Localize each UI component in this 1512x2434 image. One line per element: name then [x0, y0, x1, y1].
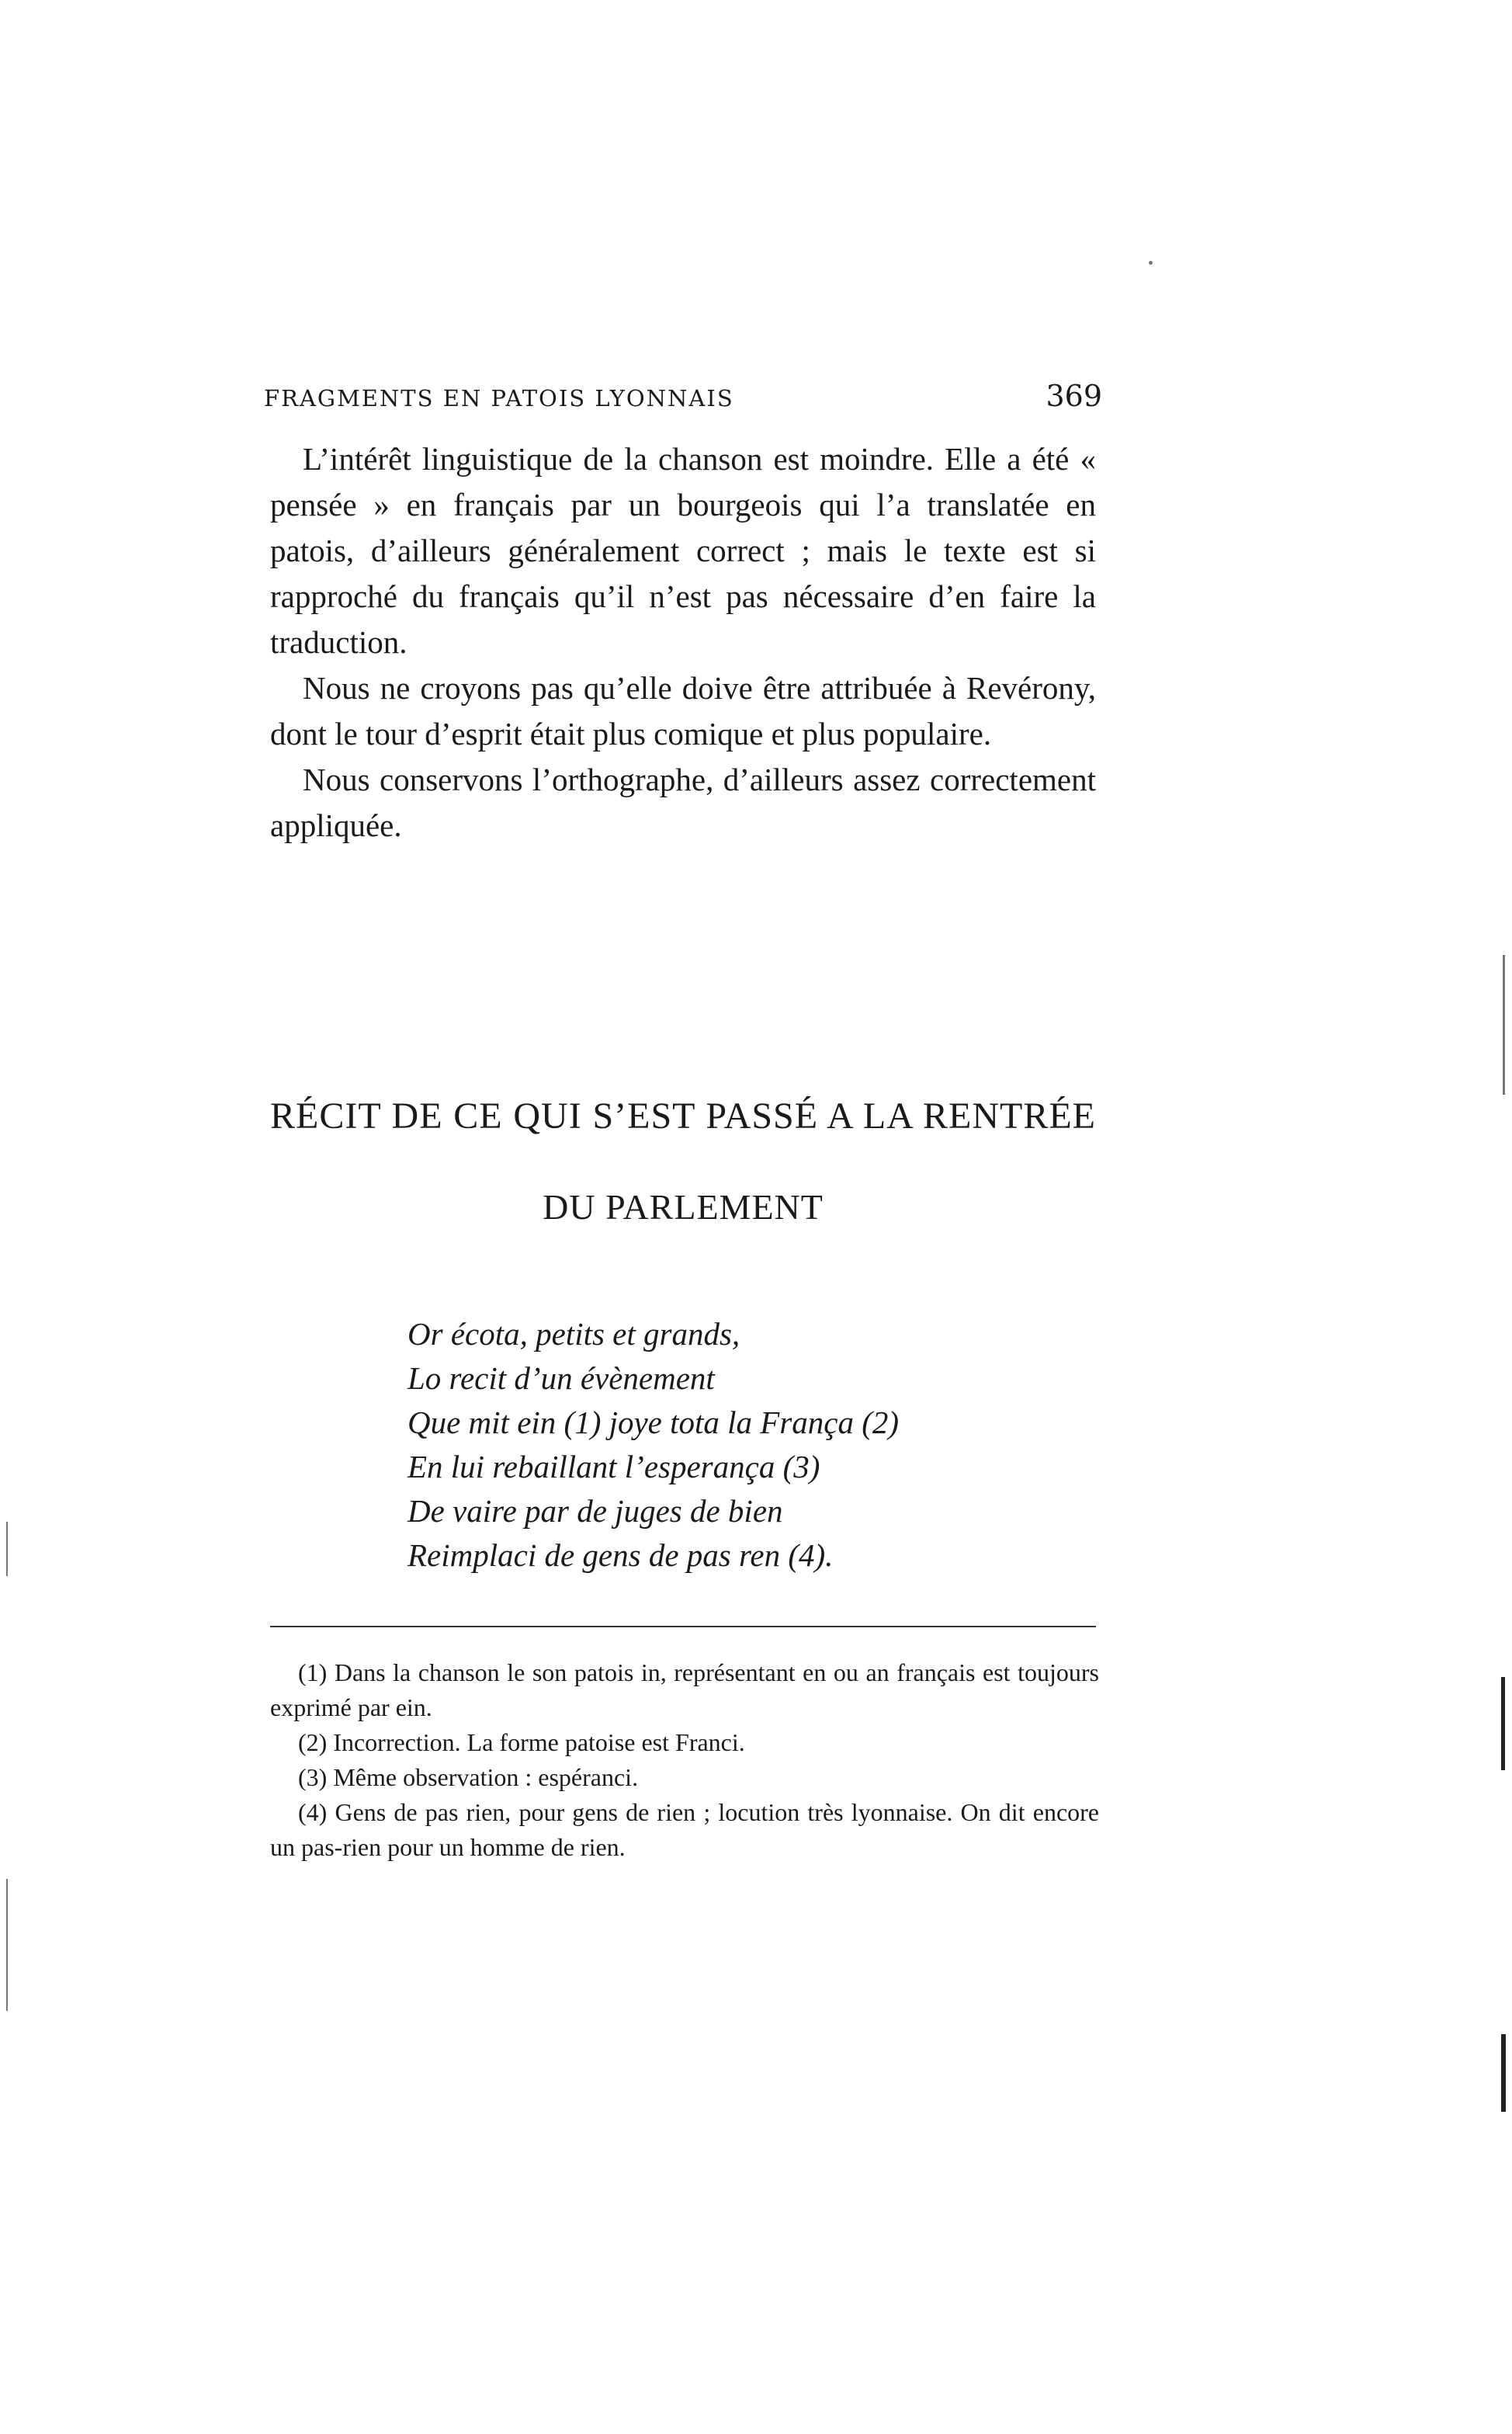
paragraph: Nous ne croyons pas qu’elle doive être attribuée à Revérony, dont le tour d’esprit était plus comique et plus populaire. — [270, 670, 1096, 752]
section-heading: RÉCIT DE CE QUI S’EST PASSÉ A LA RENTRÉE — [270, 1095, 1096, 1137]
footnote-rule — [270, 1626, 1096, 1627]
verse-line: En lui rebaillant l’esperança (3) — [407, 1449, 820, 1484]
scan-mark — [1149, 261, 1153, 265]
section-subheading: DU PARLEMENT — [543, 1187, 824, 1227]
paragraph: L’intérêt linguistique de la chanson est moindre. Elle a été « pensée » en français par un bourgeois qui l’a translatée en patois, d’ailleurs généralement correct ; mais le texte est si rapproché du français qu’il n’est pas nécessaire d’en faire la traduction. — [270, 441, 1096, 660]
scan-mark — [6, 1522, 8, 1576]
scan-mark — [1503, 955, 1505, 1095]
footnote: (1) Dans la chanson le son patois in, représentant en ou an français est toujours exprimé par ein. — [270, 1658, 1099, 1721]
verse-line: Lo recit d’un évènement — [407, 1360, 715, 1396]
paragraph: Nous conservons l’orthographe, d’ailleurs assez correctement appliquée. — [270, 762, 1096, 843]
verse-line: Reimplaci de gens de pas ren (4). — [407, 1537, 834, 1573]
footnote: (4) Gens de pas rien, pour gens de rien ; locution très lyonnaise. On dit encore un pas-rien pour un homme de rien. — [270, 1798, 1099, 1861]
scan-mark — [6, 1879, 8, 2011]
footnote: (3) Même observation : espéranci. — [298, 1763, 639, 1791]
page-number: 369 — [1046, 379, 1102, 413]
verse-line: Or écota, petits et grands, — [407, 1316, 740, 1352]
scan-mark — [1501, 2034, 1506, 2112]
footnote: (2) Incorrection. La forme patoise est Franci. — [298, 1728, 745, 1756]
verse-line: Que mit ein (1) joye tota la França (2) — [407, 1404, 900, 1440]
body-text — [270, 436, 1096, 849]
scan-mark — [1501, 1677, 1505, 1770]
verse-line: De vaire par de juges de bien — [407, 1493, 783, 1529]
footnotes — [270, 1655, 1099, 1865]
verse-stanza — [407, 1312, 899, 1578]
running-title: FRAGMENTS EN PATOIS LYONNAIS — [264, 385, 734, 411]
running-head — [264, 379, 1102, 413]
